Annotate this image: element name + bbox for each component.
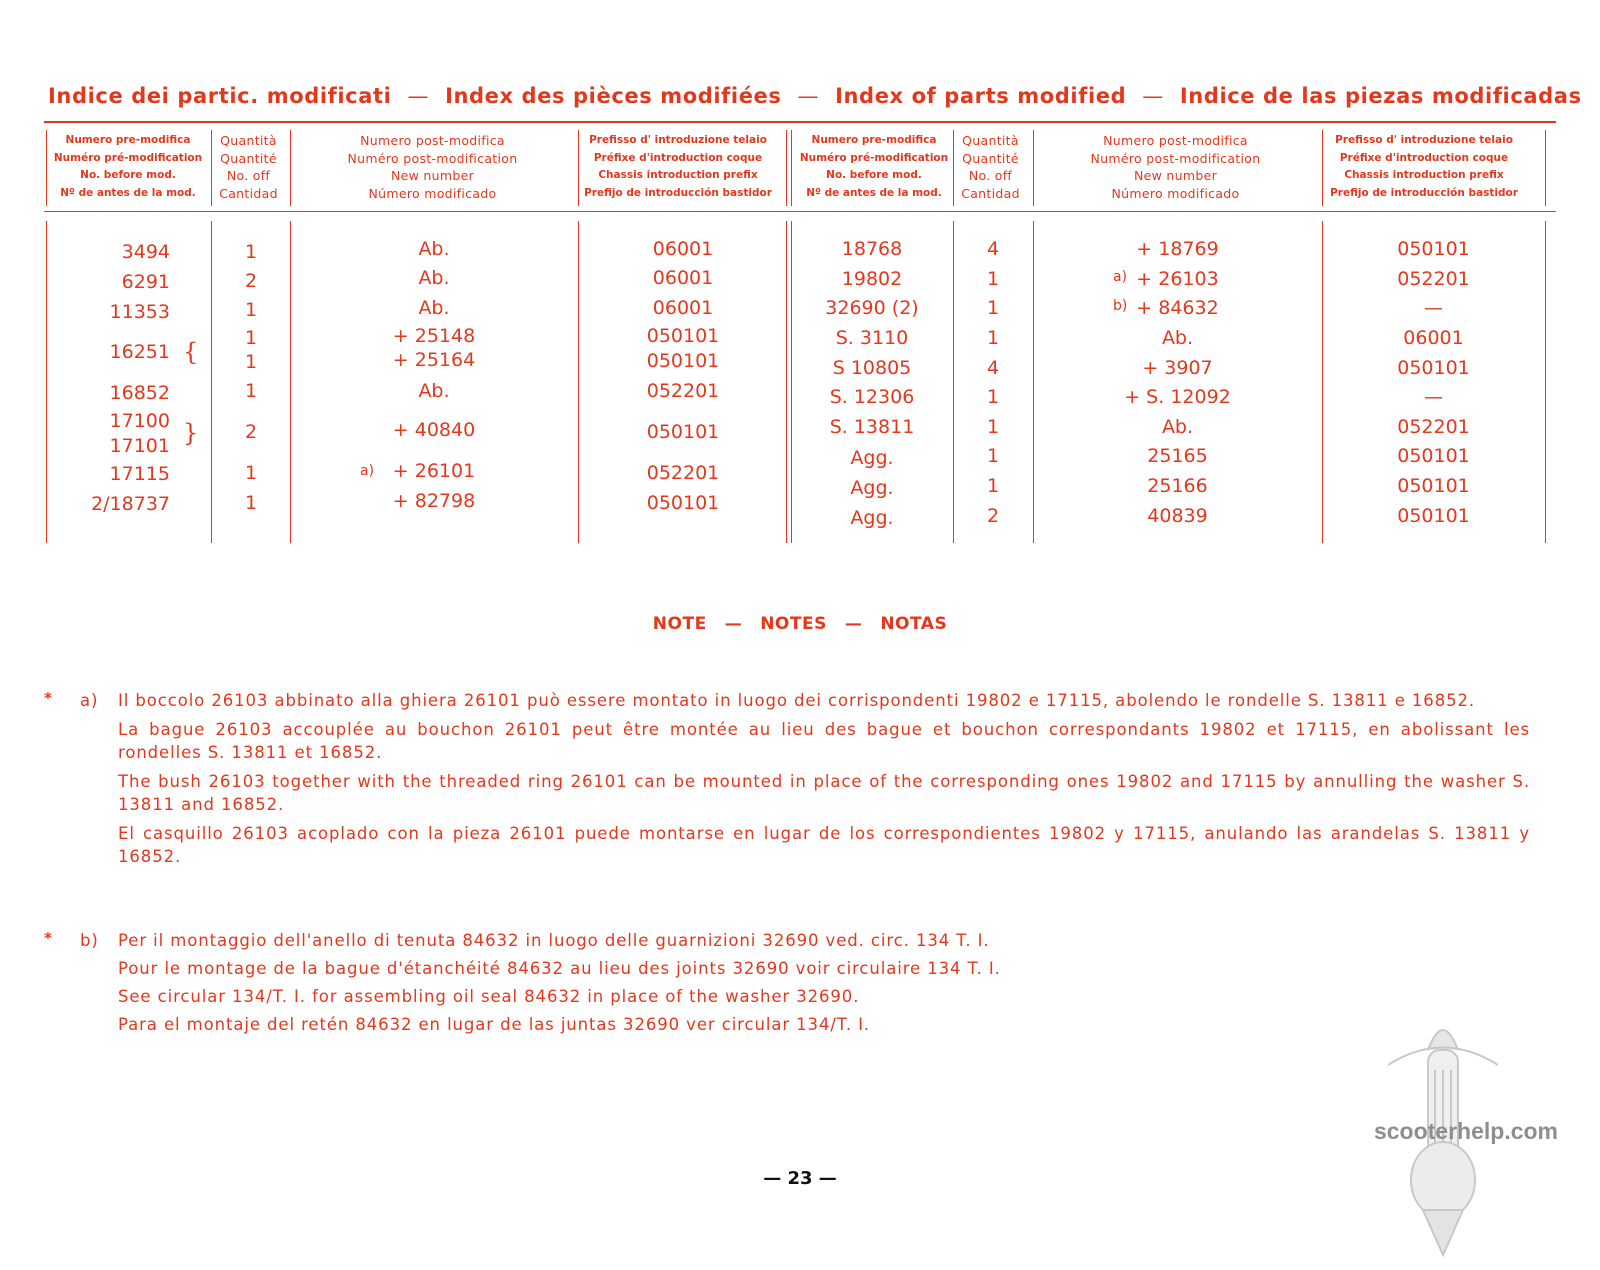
header-qty-left: Quantità Quantité No. off Cantidad <box>219 133 278 201</box>
brace-icon: } <box>183 419 199 447</box>
table-divider <box>953 130 954 206</box>
table-cell-post: Ab. <box>1161 327 1194 349</box>
title-en: Index of parts modified <box>835 84 1127 108</box>
table-cell-qty: 4 <box>986 238 1000 260</box>
note-b-it: Per il montaggio dell'anello di tenuta 84632 in luogo delle guarnizioni 32690 ved. circ. 134 T. I. <box>118 931 990 950</box>
table-cell-qty: 1 <box>986 475 1000 497</box>
table-cell-pre: 16251 <box>109 341 170 363</box>
page-number: — 23 — <box>763 1168 837 1189</box>
table-cell-pre: S. 3110 <box>835 327 909 349</box>
table-cell-pre: S. 13811 <box>829 416 915 438</box>
table-cell-post: Ab. <box>418 238 450 260</box>
notes-title-fr: NOTES <box>760 614 827 634</box>
table-cell-pre: S. 12306 <box>829 386 915 408</box>
header-prefix-left: Prefisso d' introduzione telaio Préfixe d'introduction coque Chassis introduction prefix Prefijo de introducción bastidor <box>584 134 772 199</box>
table-cell-prefix: 06001 <box>652 238 714 260</box>
note-b-en: See circular 134/T. I. for assembling oil seal 84632 in place of the washer 32690. <box>118 987 860 1006</box>
table-cell-pre: 16852 <box>109 382 170 404</box>
table-cell-pre: 17100 <box>109 410 170 432</box>
note-asterisk: * <box>44 929 53 947</box>
table-center-divider <box>786 130 787 206</box>
title-separator: — <box>1142 84 1164 108</box>
table-cell-prefix: — <box>1424 386 1443 408</box>
note-a-es: El casquillo 26103 acoplado con la pieza 26101 puede montarse en lugar de los correspondientes 19802 y 17115, anulando las arandelas S. 13811 y 16852. <box>118 824 1530 866</box>
notes-title-es: NOTAS <box>880 614 948 634</box>
notes-title-separator: — <box>724 614 743 634</box>
title-es: Indice de las piezas modificadas <box>1179 84 1582 108</box>
table-cell-post: + 18769 <box>1136 238 1219 260</box>
table-cell-post: Ab. <box>418 380 450 402</box>
note-marker: b) <box>1113 298 1128 314</box>
table-cell-qty: 1 <box>986 297 1000 319</box>
table-cell-qty: 1 <box>244 462 258 484</box>
table-cell-qty: 1 <box>986 416 1000 438</box>
title-separator: — <box>797 84 820 108</box>
table-cell-qty: 1 <box>986 445 1000 467</box>
header-qty-right: Quantità Quantité No. off Cantidad <box>961 133 1020 201</box>
table-cell-prefix: 050101 <box>1397 238 1470 260</box>
table-divider <box>46 221 47 543</box>
table-cell-qty: 2 <box>986 505 1000 527</box>
table-cell-post: + 25164 <box>392 349 476 371</box>
note-a <box>40 689 1530 868</box>
note-marker: a) <box>360 463 375 479</box>
table-cell-prefix: 06001 <box>1403 327 1464 349</box>
table-cell-pre: S 10805 <box>832 357 912 379</box>
header-post-left: Numero post-modifica Numéro post-modification New number Número modificado <box>347 133 518 201</box>
table-divider <box>1545 130 1546 206</box>
table-cell-pre: 2/18737 <box>91 493 170 515</box>
note-a-it: Il boccolo 26103 abbinato alla ghiera 26101 può essere montato in luogo dei corrispondenti 19802 e 17115, abolendo le rondelle S. 13811 e 16852. <box>118 691 1476 710</box>
table-divider <box>211 130 212 206</box>
table-cell-qty: 1 <box>244 241 258 263</box>
table-cell-post: Ab. <box>1161 416 1194 438</box>
note-marker: a) <box>1113 269 1128 285</box>
table-divider <box>46 130 47 206</box>
header-pre-right: Numero pre-modifica Numéro pré-modification No. before mod. Nº de antes de la mod. <box>799 134 949 199</box>
title-separator: — <box>407 84 430 108</box>
page-title <box>48 84 1582 120</box>
header-prefix-right: Prefisso d' introduzione telaio Préfixe d'introduction coque Chassis introduction prefix Prefijo de introducción bastidor <box>1330 134 1518 199</box>
table-cell-pre: 18768 <box>841 238 903 260</box>
table-cell-post: Ab. <box>418 267 450 289</box>
note-letter: b) <box>80 931 99 950</box>
table-cell-prefix: — <box>1424 297 1443 319</box>
table-cell-post: + 26101 <box>392 460 476 482</box>
table-cell-qty: 1 <box>986 327 1000 349</box>
table-cell-post: + 26103 <box>1136 268 1219 290</box>
table-cell-prefix: 050101 <box>1397 357 1470 379</box>
note-asterisk: * <box>44 689 53 707</box>
table-cell-qty: 1 <box>244 492 258 514</box>
table-cell-qty: 1 <box>986 386 1000 408</box>
notes-title-separator: — <box>844 614 863 634</box>
title-fr: Index des pièces modifiées <box>445 84 782 108</box>
table-cell-prefix: 06001 <box>652 267 714 289</box>
watermark-text: scooterhelp.com <box>1373 1118 1558 1144</box>
table-cell-post: 40839 <box>1147 505 1208 527</box>
table-cell-post: + S. 12092 <box>1124 386 1231 408</box>
header-post-right: Numero post-modifica Numéro post-modification New number Número modificado <box>1090 133 1261 201</box>
table-cell-pre: 17101 <box>109 435 170 457</box>
table-cell-qty: 1 <box>244 380 258 402</box>
table-cell-pre: 11353 <box>109 301 170 323</box>
table-top-rule <box>44 121 1556 123</box>
table-divider <box>1033 130 1034 206</box>
table-cell-post: + 3907 <box>1142 357 1213 379</box>
table-divider <box>1322 130 1323 206</box>
table-cell-prefix: 052201 <box>1397 416 1470 438</box>
table-cell-prefix: 050101 <box>646 492 720 514</box>
table-cell-prefix: 06001 <box>652 297 714 319</box>
table-cell-qty: 2 <box>244 421 258 443</box>
table-cell-post: + 84632 <box>1136 297 1219 319</box>
note-b-fr: Pour le montage de la bague d'étanchéité 84632 au lieu des joints 32690 voir circulaire 134 T. I. <box>118 959 1001 978</box>
table-cell-pre: Agg. <box>850 477 894 499</box>
note-b-es: Para el montaje del retén 84632 en lugar de las juntas 32690 ver circular 134/T. I. <box>118 1015 871 1034</box>
table-cell-post: 25165 <box>1147 445 1208 467</box>
title-it: Indice dei partic. modificati <box>48 84 392 108</box>
table-header-rule <box>44 211 1556 212</box>
notes-title <box>0 614 1600 634</box>
table-cell-pre: 32690 (2) <box>825 297 919 319</box>
table-cell-qty: 1 <box>244 327 258 349</box>
note-b <box>40 929 1530 1041</box>
table-cell-post: 25166 <box>1147 475 1208 497</box>
table-cell-prefix: 052201 <box>1397 268 1470 290</box>
table-cell-prefix: 050101 <box>1397 505 1470 527</box>
table-cell-prefix: 052201 <box>646 462 720 484</box>
table-cell-pre: 19802 <box>841 268 903 290</box>
table-cell-qty: 2 <box>244 270 258 292</box>
table-cell-post: + 25148 <box>392 325 476 347</box>
table-cell-prefix: 052201 <box>646 380 720 402</box>
table-cell-pre: 3494 <box>121 241 170 263</box>
table-cell-post: + 40840 <box>392 419 476 441</box>
note-a-fr: La bague 26103 accouplée au bouchon 26101 peut être montée au lieu des bague et bouchon correspondants 19802 et 17115, en abolissant les rondelles S. 13811 et 16852. <box>118 720 1530 762</box>
table-cell-prefix: 050101 <box>646 421 720 443</box>
table-cell-qty: 1 <box>244 351 258 373</box>
table-cell-prefix: 050101 <box>646 350 720 372</box>
note-a-en: The bush 26103 together with the threaded ring 26101 can be mounted in place of the corresponding ones 19802 and 17115 by annulling the washer S. 13811 and 16852. <box>118 772 1530 814</box>
table-cell-prefix: 050101 <box>1397 475 1470 497</box>
brace-icon: { <box>183 338 199 366</box>
table-cell-prefix: 050101 <box>646 325 720 347</box>
table-cell-post: + 82798 <box>392 490 476 512</box>
table-cell-pre: Agg. <box>850 507 894 529</box>
table-cell-qty: 4 <box>986 357 1000 379</box>
header-pre-left: Numero pre-modifica Numéro pré-modification No. before mod. Nº de antes de la mod. <box>53 134 203 199</box>
table-divider <box>578 130 579 206</box>
table-cell-post: Ab. <box>418 297 450 319</box>
table-cell-pre: 17115 <box>109 463 170 485</box>
table-divider <box>1545 221 1546 543</box>
table-cell-prefix: 050101 <box>1397 445 1470 467</box>
table-center-divider <box>791 130 792 206</box>
table-cell-qty: 1 <box>244 299 258 321</box>
table-cell-pre: 6291 <box>121 271 170 293</box>
table-cell-pre: Agg. <box>850 447 894 469</box>
note-letter: a) <box>80 691 99 710</box>
table-cell-qty: 1 <box>986 268 1000 290</box>
notes-title-it: NOTE <box>652 614 707 634</box>
table-divider <box>290 130 291 206</box>
